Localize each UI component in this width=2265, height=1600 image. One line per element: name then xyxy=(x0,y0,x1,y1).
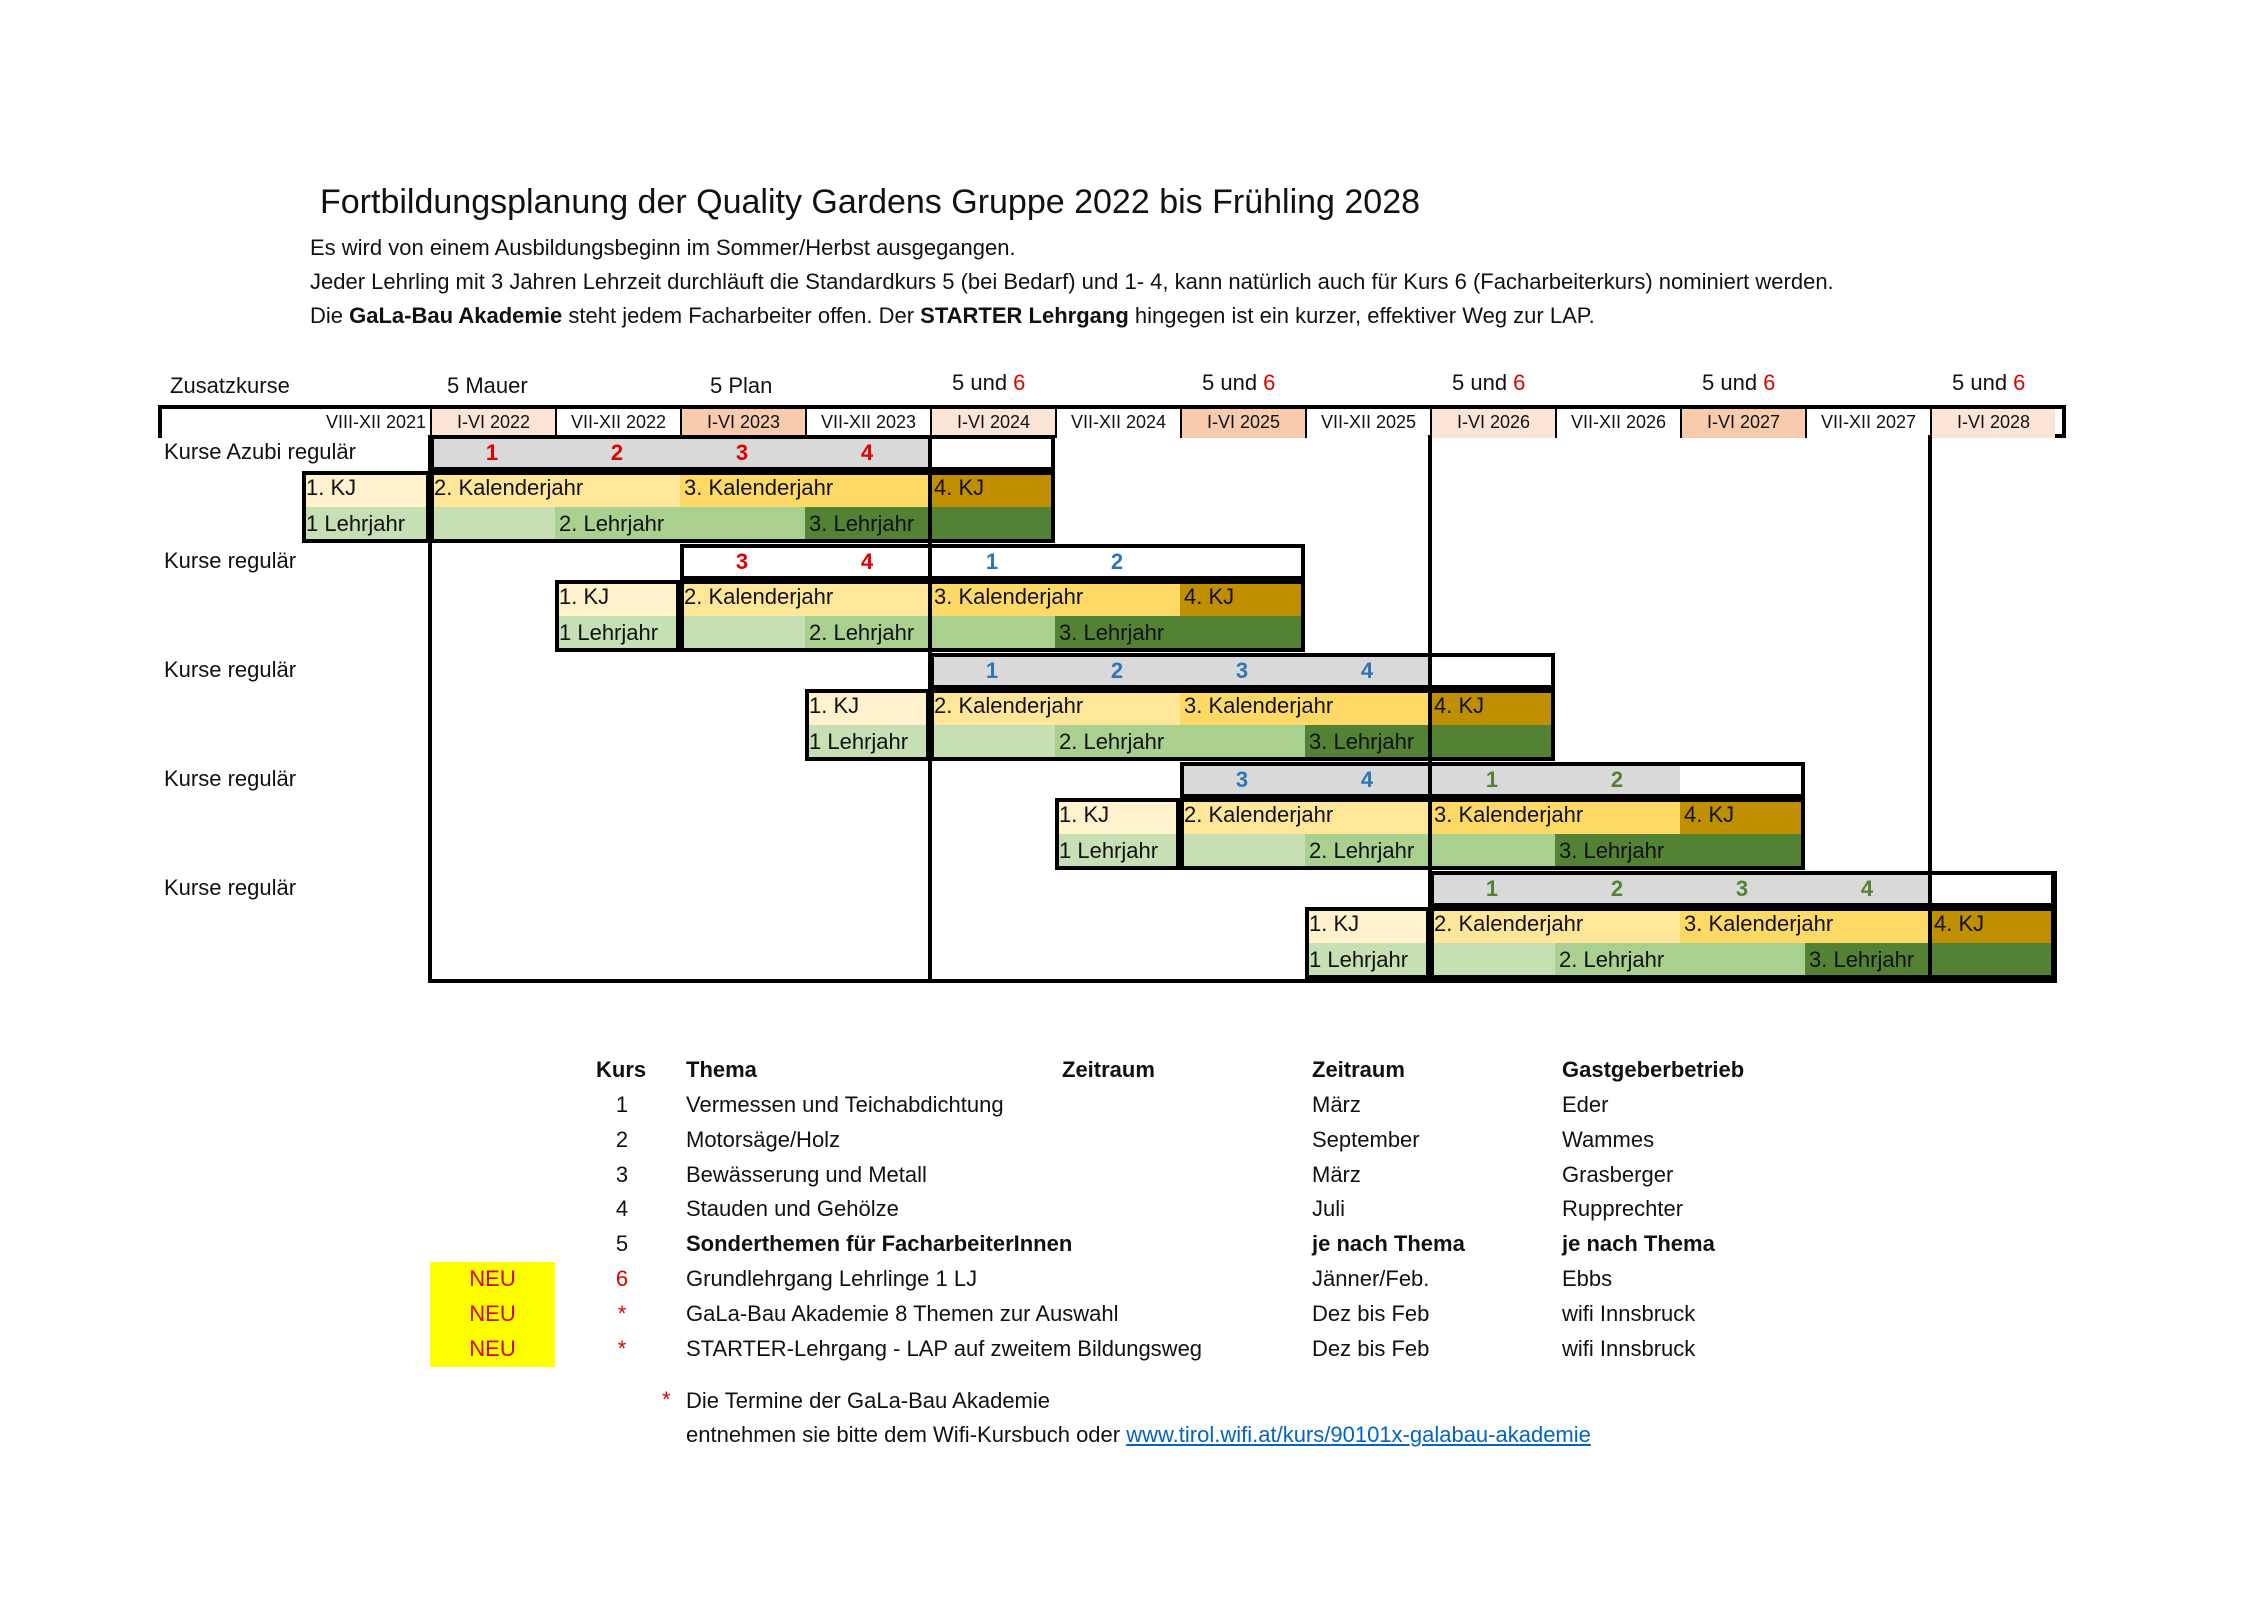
lj-2-cell: 2. Lehrjahr xyxy=(555,507,805,543)
header-5-und-6-2027: 5 und 6 xyxy=(1702,370,1776,395)
zeitraum-cell: Dez bis Feb xyxy=(1312,1300,1430,1326)
period-cell: I-VI 2027 xyxy=(1680,409,1805,438)
row-label: Kurse regulär xyxy=(164,548,297,573)
thema-cell: STARTER-Lehrgang - LAP auf zweitem Bildungsweg xyxy=(686,1335,1203,1361)
zeitraum-cell: September xyxy=(1312,1126,1420,1152)
course-number: 3 xyxy=(735,440,749,465)
course-number: 1 xyxy=(1485,767,1499,792)
course-number: 2 xyxy=(1610,876,1624,901)
lj-2-cell: 2. Lehrjahr xyxy=(1055,725,1305,761)
lj-3-cell: 3. Lehrjahr xyxy=(805,507,1055,543)
grid-bottom-line xyxy=(428,979,2057,983)
header-zusatzkurse: Zusatzkurse xyxy=(170,373,290,398)
gastgeber-cell: Wammes xyxy=(1562,1126,1655,1152)
intro-line-1: Es wird von einem Ausbildungsbeginn im Sommer/Herbst ausgegangen. xyxy=(310,235,1016,260)
kurs-number: * xyxy=(617,1335,627,1361)
period-cell: VII-XII 2026 xyxy=(1555,409,1680,438)
header-5-und-6-2026: 5 und 6 xyxy=(1452,370,1526,395)
grid-line xyxy=(2053,871,2057,982)
period-cell: I-VI 2026 xyxy=(1430,409,1555,438)
kurs-number: 6 xyxy=(615,1266,629,1291)
kj-1-cell: 1. KJ xyxy=(555,580,680,616)
thema-cell: Grundlehrgang Lehrlinge 1 LJ xyxy=(686,1266,978,1291)
course-number: 1 xyxy=(985,658,999,683)
kj-3-cell: 3. Kalenderjahr xyxy=(1680,907,1930,943)
footnote-line-1: Die Termine der GaLa-Bau Akademie xyxy=(686,1388,1051,1413)
thema-cell: Motorsäge/Holz xyxy=(686,1126,841,1152)
lj-1-cell: 1 Lehrjahr xyxy=(302,507,555,543)
course-number: 2 xyxy=(1110,549,1124,574)
course-bar-end xyxy=(1430,653,1555,689)
lj-1-cell: 1 Lehrjahr xyxy=(805,725,1055,761)
kurs-number: * xyxy=(617,1300,627,1326)
header-5-und-6-2024: 5 und 6 xyxy=(952,370,1026,395)
grid-line xyxy=(428,435,432,982)
neu-badge: NEU xyxy=(430,1297,555,1332)
period-cell: I-VI 2023 xyxy=(680,409,805,438)
kj-4-cell: 4. KJ xyxy=(1680,798,1805,834)
course-number: 4 xyxy=(1360,658,1374,683)
kj-2-cell: 2. Kalenderjahr xyxy=(1430,907,1680,943)
kj-4-cell: 4. KJ xyxy=(1430,689,1555,725)
period-cell: VII-XII 2024 xyxy=(1055,409,1180,438)
kj-1-cell: 1. KJ xyxy=(805,689,930,725)
lj-1-cell: 1 Lehrjahr xyxy=(555,616,805,652)
course-number: 1 xyxy=(485,440,499,465)
footnote-line-2: entnehmen sie bitte dem Wifi-Kursbuch oder www.tirol.wifi.at/kurs/90101x-galabau-akademie xyxy=(686,1422,1591,1447)
kj-1-cell: 1. KJ xyxy=(302,471,430,507)
course-number: 2 xyxy=(610,440,624,465)
lj-2-cell: 2. Lehrjahr xyxy=(1305,834,1555,870)
gastgeber-cell: wifi Innsbruck xyxy=(1562,1300,1696,1326)
col-header-thema: Thema xyxy=(686,1057,757,1082)
thema-cell: Stauden und Gehölze xyxy=(686,1196,899,1222)
intro-line-3: Die GaLa-Bau Akademie steht jedem Facharbeiter offen. Der STARTER Lehrgang hingegen ist ein kurzer, effektiver Weg zur LAP. xyxy=(310,303,1595,328)
col-header-zeitraum-2: Zeitraum xyxy=(1312,1057,1405,1082)
gastgeber-cell: Grasberger xyxy=(1562,1161,1674,1187)
course-number: 3 xyxy=(735,549,749,574)
wifi-kursbuch-link[interactable]: www.tirol.wifi.at/kurs/90101x-galabau-akademie xyxy=(1126,1422,1591,1447)
header-5-mauer: 5 Mauer xyxy=(447,373,528,398)
kj-1-cell: 1. KJ xyxy=(1305,907,1430,943)
course-number: 2 xyxy=(1610,767,1624,792)
grid-line xyxy=(928,435,932,982)
course-number: 4 xyxy=(1360,767,1374,792)
zeitraum-cell: je nach Thema xyxy=(1312,1231,1465,1257)
course-number: 3 xyxy=(1235,767,1249,792)
header-5-und-6-2025: 5 und 6 xyxy=(1202,370,1276,395)
row-label: Kurse Azubi regulär xyxy=(164,439,356,464)
gastgeber-cell: wifi Innsbruck xyxy=(1562,1335,1696,1361)
lj-2-cell: 2. Lehrjahr xyxy=(805,616,1055,652)
grid-line xyxy=(1928,435,1932,982)
course-number: 4 xyxy=(1860,876,1874,901)
lj-3-cell: 3. Lehrjahr xyxy=(1305,725,1555,761)
course-number: 2 xyxy=(1110,658,1124,683)
period-cell: I-VI 2022 xyxy=(430,409,555,438)
col-header-kurs: Kurs xyxy=(596,1057,647,1082)
period-cell: I-VI 2028 xyxy=(1930,409,2055,438)
row-label: Kurse regulär xyxy=(164,766,297,791)
thema-cell: Bewässerung und Metall xyxy=(686,1161,927,1187)
thema-cell: Sonderthemen für FacharbeiterInnen xyxy=(686,1231,1073,1257)
period-cell: VII-XII 2027 xyxy=(1805,409,1930,438)
thema-cell: GaLa-Bau Akademie 8 Themen zur Auswahl xyxy=(686,1300,1119,1326)
neu-badge: NEU xyxy=(430,1332,555,1367)
kj-4-cell: 4. KJ xyxy=(1930,907,2055,943)
kj-3-cell: 3. Kalenderjahr xyxy=(1180,689,1430,725)
zeitraum-cell: Jänner/Feb. xyxy=(1312,1266,1430,1291)
kj-3-cell: 3. Kalenderjahr xyxy=(680,471,930,507)
row-label: Kurse regulär xyxy=(164,657,297,682)
gastgeber-cell: Eder xyxy=(1562,1092,1609,1117)
course-number: 3 xyxy=(1735,876,1749,901)
period-cell: VII-XII 2022 xyxy=(555,409,680,438)
lj-1-cell: 1 Lehrjahr xyxy=(1305,943,1555,979)
course-number: 1 xyxy=(985,549,999,574)
footnote-star: * xyxy=(662,1387,671,1412)
course-number: 3 xyxy=(1235,658,1249,683)
lj-1-cell: 1 Lehrjahr xyxy=(1055,834,1305,870)
intro-line-2: Jeder Lehrling mit 3 Jahren Lehrzeit durchläuft die Standardkurs 5 (bei Bedarf) und 1- 4, kann natürlich auch für Kurs 6 (Facharbeiterkurs) nominiert werden. xyxy=(310,269,1834,294)
thema-cell: Vermessen und Teichabdichtung xyxy=(686,1092,1004,1117)
lj-3-cell: 3. Lehrjahr xyxy=(1805,943,2055,979)
neu-badge: NEU xyxy=(430,1262,555,1297)
kj-2-cell: 2. Kalenderjahr xyxy=(1180,798,1430,834)
zeitraum-cell: Juli xyxy=(1312,1196,1346,1222)
kj-4-cell: 4. KJ xyxy=(1180,580,1305,616)
lj-2-cell: 2. Lehrjahr xyxy=(1555,943,1805,979)
gastgeber-cell: Ebbs xyxy=(1562,1266,1613,1291)
col-header-zeitraum-1: Zeitraum xyxy=(1062,1057,1155,1082)
kurs-number: 2 xyxy=(615,1126,629,1152)
course-number: 4 xyxy=(860,549,874,574)
kj-4-cell: 4. KJ xyxy=(930,471,1055,507)
kurs-number: 4 xyxy=(615,1196,629,1222)
course-number: 1 xyxy=(1485,876,1499,901)
kj-2-cell: 2. Kalenderjahr xyxy=(680,580,930,616)
period-cell: VII-XII 2025 xyxy=(1305,409,1430,438)
kurs-number: 5 xyxy=(615,1231,629,1257)
col-header-gastgeberbetrieb: Gastgeberbetrieb xyxy=(1562,1057,1745,1082)
zeitraum-cell: März xyxy=(1312,1161,1361,1187)
kj-2-cell: 2. Kalenderjahr xyxy=(430,471,680,507)
period-cell: I-VI 2025 xyxy=(1180,409,1305,438)
zeitraum-cell: März xyxy=(1312,1092,1361,1117)
lj-3-cell: 3. Lehrjahr xyxy=(1055,616,1305,652)
kj-1-cell: 1. KJ xyxy=(1055,798,1180,834)
period-cell: VII-XII 2023 xyxy=(805,409,930,438)
gastgeber-cell: Rupprechter xyxy=(1562,1196,1684,1222)
course-bar-end xyxy=(930,435,1055,471)
page-title: Fortbildungsplanung der Quality Gardens Gruppe 2022 bis Frühling 2028 xyxy=(320,183,1421,221)
row-label: Kurse regulär xyxy=(164,875,297,900)
lj-3-cell: 3. Lehrjahr xyxy=(1555,834,1805,870)
zeitraum-cell: Dez bis Feb xyxy=(1312,1335,1430,1361)
kurs-number: 1 xyxy=(615,1092,629,1117)
course-bar-end xyxy=(1680,762,1805,798)
kj-3-cell: 3. Kalenderjahr xyxy=(1430,798,1680,834)
course-number: 4 xyxy=(860,440,874,465)
kj-2-cell: 2. Kalenderjahr xyxy=(930,689,1180,725)
kj-3-cell: 3. Kalenderjahr xyxy=(930,580,1180,616)
period-cell: I-VI 2024 xyxy=(930,409,1055,438)
header-5-und-6-2028: 5 und 6 xyxy=(1952,370,2026,395)
header-5-plan: 5 Plan xyxy=(710,373,773,398)
gastgeber-cell: je nach Thema xyxy=(1562,1231,1715,1257)
period-cell: VIII-XII 2021 xyxy=(162,409,430,438)
course-bar-end xyxy=(1930,871,2055,907)
kurs-number: 3 xyxy=(615,1161,629,1187)
grid-line xyxy=(1428,435,1432,982)
